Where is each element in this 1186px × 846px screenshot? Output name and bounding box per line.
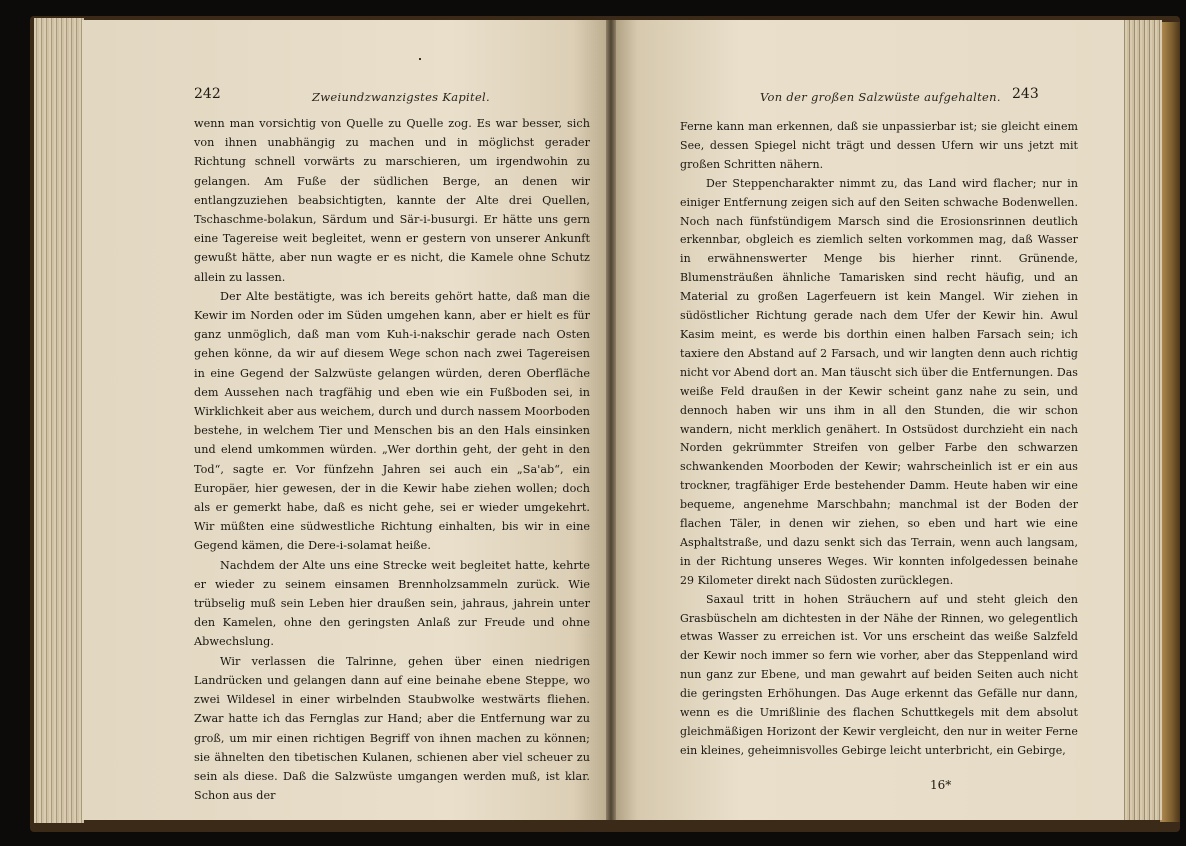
- signature-mark: 16*: [930, 778, 952, 792]
- right-running-head: Von der großen Salzwüste aufgehalten.: [760, 90, 1001, 104]
- paragraph: Nachdem der Alte uns eine Strecke weit begleitet hatte, kehrte er wieder zu seinem einsamen Brennholzsammeln zurück. Wie trübselig muß sein Leben hier draußen sein, jahraus, jahrein unter den Kamelen, ohne den geringsten Anlaß zur Freude und ohne Abwechslung.: [194, 558, 590, 649]
- book-cover-edge: [1160, 22, 1180, 822]
- paragraph: Der Alte bestätigte, was ich bereits gehört hatte, daß man die Kewir im Norden oder im Süden umgehen kann, aber er hielt es für ganz unmöglich, daß man vom Kuh-i-nakschir gerade nach Osten gehen könne, da wir auf diesem Wege schon nach zwei Tagereisen in eine Gegend der Salzwüste gelangen würden, deren Oberfläche dem Aussehen nach tragfähig und eben wie ein Fußboden sei, in Wirklichkeit aber aus weichem, durch und durch nassem Moorboden bestehe, in welchem Tier und Menschen bis an den Hals einsinken und elend umkommen würden. „Wer dorthin geht, der geht in den Tod“, sagte er. Vor fünfzehn Jahren sei auch ein „Sa'ab“, ein Europäer, hier gewesen, der in die Kewir habe ziehen wollen; doch als er gemerkt habe, daß es nicht gehe, sei er wieder umgekehrt. Wir müßten eine südwestliche Richtung einhalten, bis wir in eine Gegend kämen, die Dere-i-solamat heiße.: [194, 289, 590, 553]
- right-page-number: 243: [1012, 86, 1039, 102]
- printing-mark: [419, 58, 421, 60]
- right-page-text: [680, 118, 1078, 761]
- left-page-number: 242: [194, 86, 221, 102]
- paragraph: Ferne kann man erkennen, daß sie unpassierbar ist; sie gleicht einem See, dessen Spiegel nicht trägt und dessen Ufern wir uns jetzt mit großen Schritten nähern.: [680, 120, 1078, 171]
- book-gutter: [606, 20, 616, 820]
- left-running-head: Zweiundzwanzigstes Kapitel.: [312, 90, 490, 104]
- paragraph: Saxaul tritt in hohen Sträuchern auf und steht gleich den Grasbüscheln am dichtesten in der Nähe der Rinnen, wo gelegentlich etwas Wasser zu erreichen ist. Vor uns erscheint das weiße Salzfeld der Kewir noch immer so fern wie vorher, aber das Steppenland wird nun ganz zur Ebene, und man gewahrt auf beiden Seiten auch nicht die geringsten Erhöhungen. Das Auge erkennt das Gefälle nur dann, wenn es die Umrißlinie des flachen Schuttkegels mit dem absolut gleichmäßigen Horizont der Kewir vergleicht, den nur in weiter Ferne ein kleines, geheimnisvolles Gebirge leicht unterbricht, ein Gebirge,: [680, 592, 1078, 757]
- left-page-stack: [34, 18, 84, 823]
- paragraph: Wir verlassen die Talrinne, gehen über einen niedrigen Landrücken und gelangen dann auf eine beinahe ebene Steppe, wo zwei Wildesel in einer wirbelnden Staubwolke westwärts fliehen. Zwar hatte ich das Fernglas zur Hand; aber die Entfernung war zu groß, um mir einen richtigen Begriff von ihnen machen zu können; sie ähnelten den tibetischen Kulanen, schienen aber viel scheuer zu sein als diese. Daß die Salzwüste umgangen werden muß, ist klar. Schon aus der: [194, 654, 590, 803]
- paragraph: wenn man vorsichtig von Quelle zu Quelle zog. Es war besser, sich von ihnen unabhängig zu machen und in möglichst gerader Richtung schnell vorwärts zu marschieren, um irgendwohin zu gelangen. Am Fuße der südlichen Berge, an denen wir entlangzuziehen beabsichtigten, kannte der Alte drei Quellen, Tschaschme-bolakun, Särdum und Sär-i-busurgi. Er hätte uns gern eine Tagereise weit begleitet, wenn er gestern von unserer Ankunft gewußt hätte, aber nun wagte er es nicht, die Kamele ohne Schutz allein zu lassen.: [194, 117, 590, 284]
- left-page-text: [194, 114, 590, 805]
- paragraph: Der Steppencharakter nimmt zu, das Land wird flacher; nur in einiger Entfernung zeigen sich auf den Seiten schwache Bodenwellen. Noch nach fünfstündigem Marsch sind die Erosionsrinnen deutlich erkennbar, obgleich es ziemlich selten vorkommen mag, daß Wasser in erwähnenswerter Menge bis hierher rinnt. Grünende, Blumensträußen ähnliche Tamarisken sind recht häufig, und an Material zu großen Lagerfeuern ist kein Mangel. Wir ziehen in südöstlicher Richtung gerade nach dem Ufer der Kewir hin. Awul Kasim meint, es werde bis dorthin einen halben Farsach sein; ich taxiere den Abstand auf 2 Farsach, und wir langten denn auch richtig nicht vor Abend dort an. Man täuscht sich über die Entfernungen. Das weiße Feld draußen in der Kewir scheint ganz nahe zu sein, und dennoch haben wir uns ihm in all den Stunden, die wir schon wandern, nicht merklich genähert. In Ostsüdost durchzieht ein nach Norden gekrümmter Streifen von gelber Farbe den schwarzen schwankenden Moorboden der Kewir; wahrscheinlich ist er ein aus trockner, tragfähiger Erde bestehender Damm. Heute haben wir eine bequeme, angenehme Marschbahn; manchmal ist der Boden der flachen Täler, in denen wir ziehen, so eben und hart wie eine Asphaltstraße, und dazu senkt sich das Terrain, wenn auch langsam, in der Richtung unseres Weges. Wir konnten infolgedessen beinahe 29 Kilometer direkt nach Südosten zurücklegen.: [680, 176, 1078, 587]
- right-page-stack: [1122, 20, 1162, 820]
